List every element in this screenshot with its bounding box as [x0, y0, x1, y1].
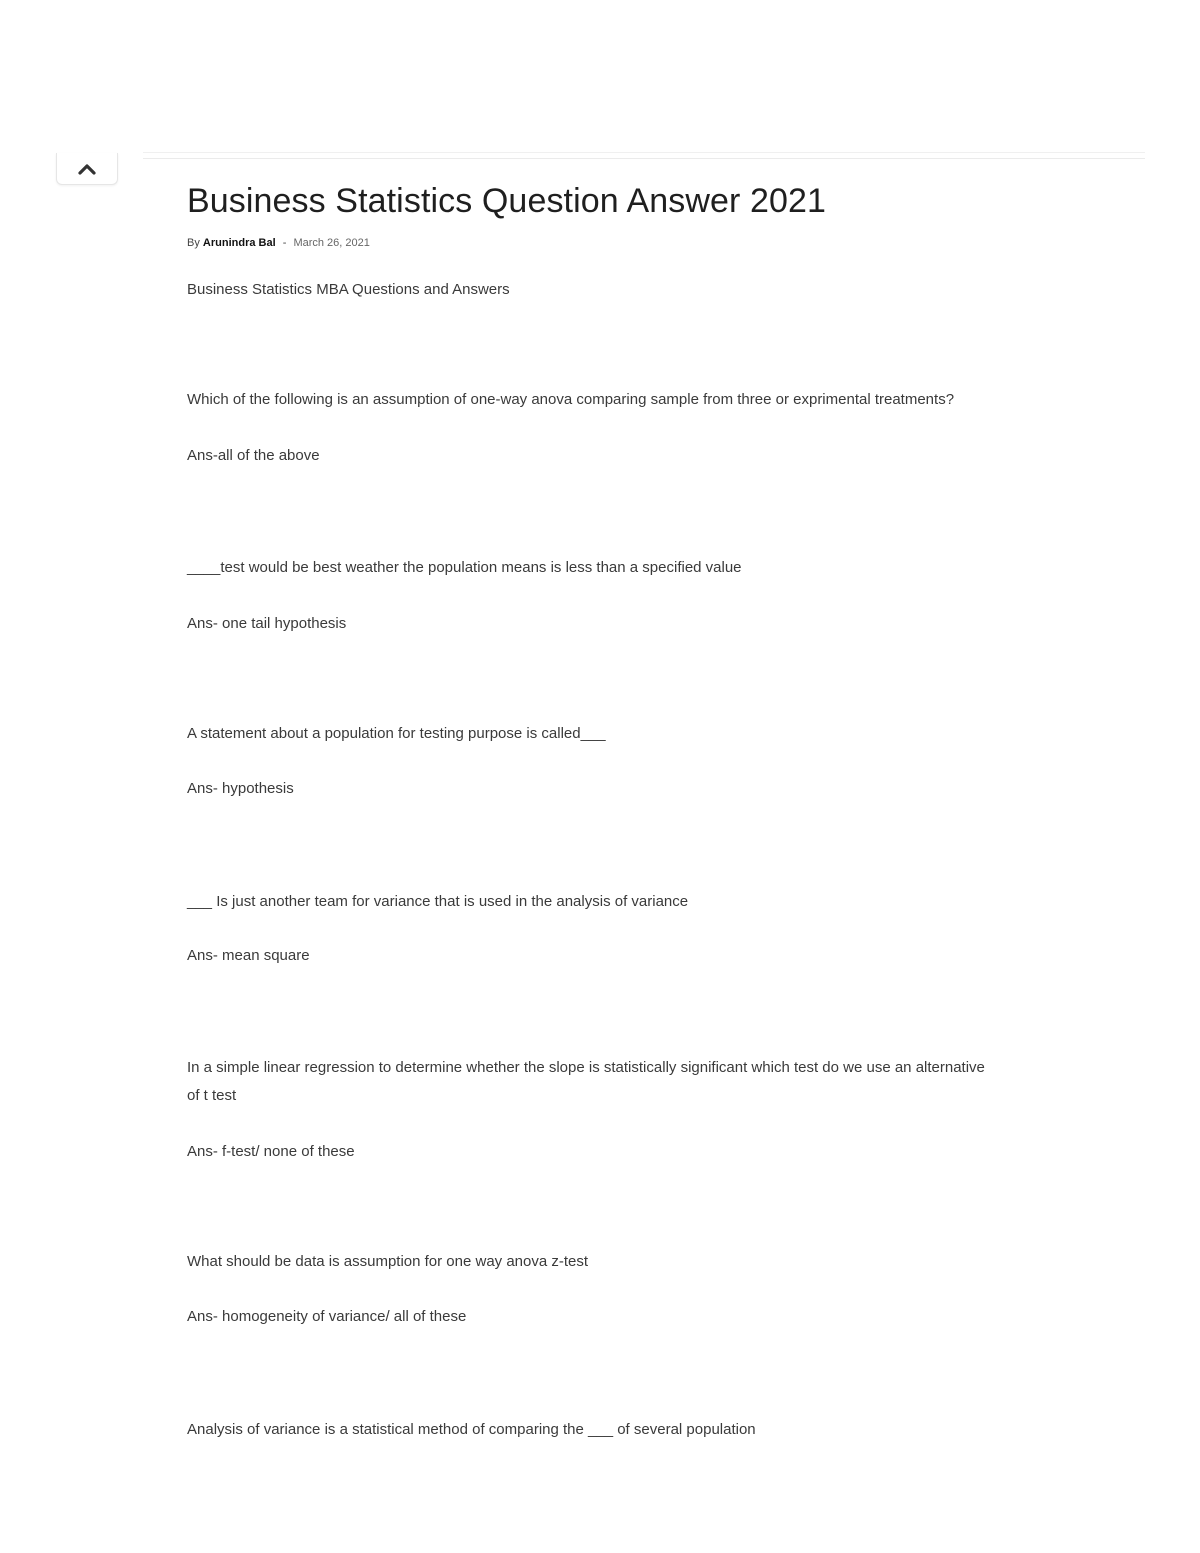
- article-intro: Business Statistics MBA Questions and Answers: [187, 281, 510, 298]
- question-text: Analysis of variance is a statistical method of comparing the ___ of several population: [187, 1421, 756, 1438]
- article-title: Business Statistics Question Answer 2021: [187, 182, 826, 220]
- question-text: ___ Is just another team for variance that is used in the analysis of variance: [187, 893, 689, 910]
- header-divider: [143, 152, 1145, 159]
- article-meta: [187, 237, 370, 249]
- author-link[interactable]: Arunindra Bal: [202, 237, 276, 249]
- question-text: ____test would be best weather the population means is less than a specified value: [187, 559, 742, 576]
- meta-separator: -: [282, 237, 287, 249]
- answer-text: Ans-all of the above: [187, 447, 320, 464]
- chevron-up-icon: [77, 162, 97, 176]
- publish-date: March 26, 2021: [293, 237, 370, 249]
- answer-text: Ans- f-test/ none of these: [187, 1143, 355, 1160]
- answer-text: Ans- mean square: [187, 947, 310, 964]
- answer-text: Ans- hypothesis: [187, 780, 294, 797]
- meta-by-label: By: [187, 237, 200, 249]
- question-text: What should be data is assumption for one way anova z-test: [187, 1253, 589, 1270]
- answer-text: Ans- one tail hypothesis: [187, 615, 347, 632]
- answer-text: Ans- homogeneity of variance/ all of these: [187, 1308, 467, 1325]
- question-text: In a simple linear regression to determine whether the slope is statistically significant which test do we use an alternative of t test: [187, 1059, 985, 1104]
- question-text: A statement about a population for testing purpose is called___: [187, 725, 606, 742]
- scroll-to-top-button[interactable]: [56, 153, 118, 185]
- question-text: Which of the following is an assumption of one-way anova comparing sample from three or exprimental treatments?: [187, 391, 955, 408]
